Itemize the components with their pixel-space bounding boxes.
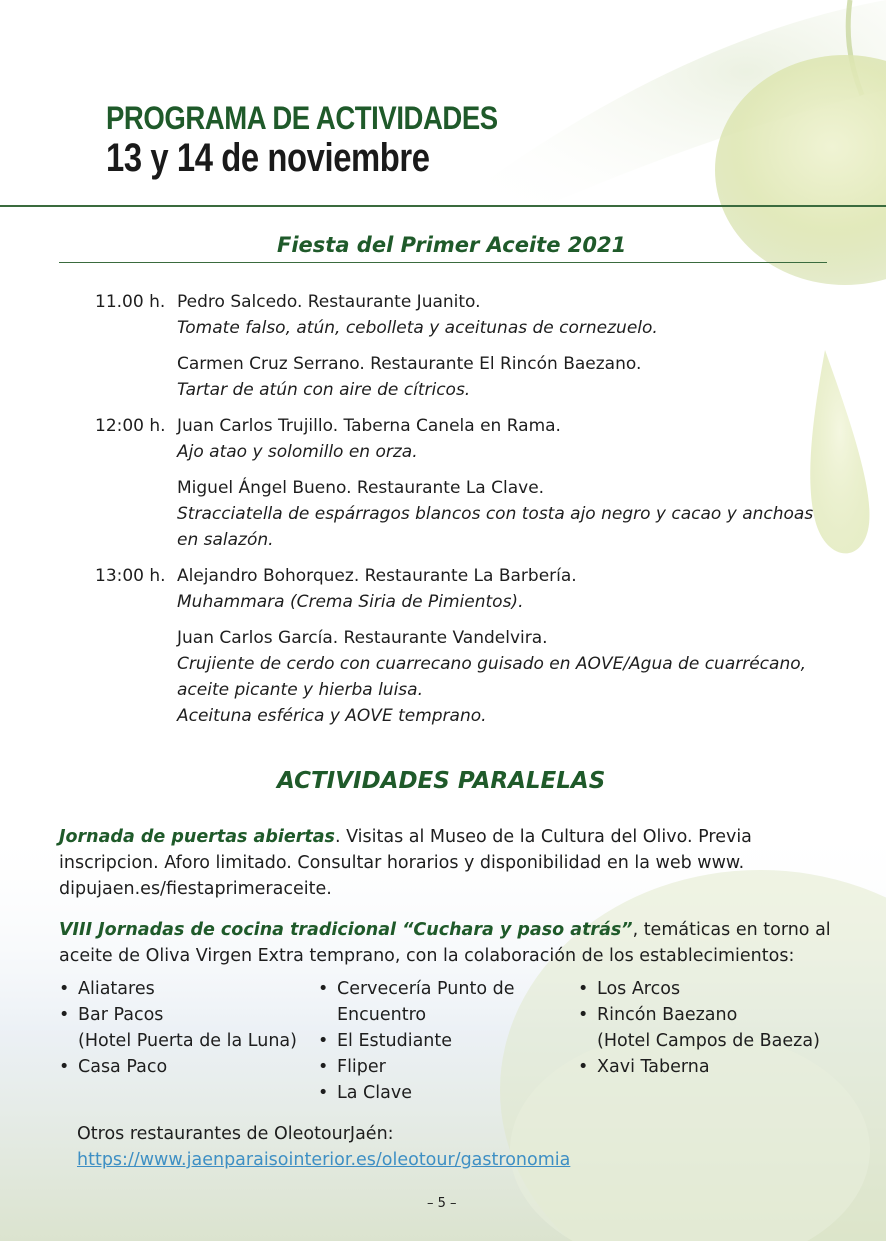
chef-line: Miguel Ángel Bueno. Restaurante La Clave. xyxy=(177,478,545,498)
dish-line: Tomate falso, atún, cebolleta y aceitunas de cornezuelo. xyxy=(177,318,658,338)
list-item-continued xyxy=(318,1002,514,1028)
header-divider xyxy=(0,205,886,207)
bullet: • xyxy=(318,1057,329,1077)
page-dates: 13 y 14 de noviembre xyxy=(106,136,430,180)
dish-line: Aceituna esférica y AOVE temprano. xyxy=(177,706,487,726)
bullet: • xyxy=(59,1005,70,1025)
list-item xyxy=(59,1054,297,1080)
list-item xyxy=(318,1028,514,1054)
otros-label: Otros restaurantes de OleotourJaén: xyxy=(77,1124,394,1144)
list-item-label: Cervecería Punto de xyxy=(337,979,515,999)
page-number: – 5 – xyxy=(427,1196,457,1211)
dish-line: Muhammara (Crema Siria de Pimientos). xyxy=(177,592,524,612)
list-item xyxy=(59,976,297,1002)
list-item-label: Fliper xyxy=(337,1057,386,1077)
list-item-continued xyxy=(578,1028,820,1054)
dish-line: Stracciatella de espárragos blancos con tosta ajo negro y cacao y anchoas xyxy=(177,504,814,524)
slot-time: 12:00 h. xyxy=(95,416,166,436)
list-item-label: Aliatares xyxy=(78,979,155,999)
slot-time: 13:00 h. xyxy=(95,566,166,586)
bullet: • xyxy=(59,979,70,999)
cocina-text: , temáticas en torno al aceite de Oliva Virgen Extra temprano, con la colaboración de los establecimientos: xyxy=(59,920,831,966)
list-item-continued xyxy=(59,1028,297,1054)
jornada-paragraph xyxy=(59,824,834,902)
chef-line: Juan Carlos García. Restaurante Vandelvira. xyxy=(177,628,548,648)
chef-line: Alejandro Bohorquez. Restaurante La Barbería. xyxy=(177,566,577,586)
bullet: • xyxy=(318,1083,329,1103)
chef-line: Pedro Salcedo. Restaurante Juanito. xyxy=(177,292,481,312)
list-item-label: Rincón Baezano xyxy=(597,1005,738,1025)
list-item-label: La Clave xyxy=(337,1083,412,1103)
bullet: • xyxy=(578,979,589,999)
dish-line: Crujiente de cerdo con cuarrecano guisado en AOVE/Agua de cuarrécano, xyxy=(177,654,807,674)
list-item-label: El Estudiante xyxy=(337,1031,453,1051)
list-item xyxy=(59,1002,297,1028)
section-divider xyxy=(59,262,827,263)
list-item xyxy=(578,976,820,1002)
gastronomia-link[interactable]: https://www.jaenparaisointerior.es/oleotour/gastronomia xyxy=(77,1150,571,1170)
list-item-label: Encuentro xyxy=(337,1005,427,1025)
cocina-paragraph xyxy=(59,917,834,969)
list-item-label: Los Arcos xyxy=(597,979,681,999)
dish-line: Ajo atao y solomillo en orza. xyxy=(177,442,418,462)
bullet: • xyxy=(59,1057,70,1077)
bullet: • xyxy=(578,1005,589,1025)
list-item-label: Xavi Taberna xyxy=(597,1057,710,1077)
dish-line: en salazón. xyxy=(177,530,274,550)
cocina-lead: VIII Jornadas de cocina tradicional “Cuchara y paso atrás” xyxy=(59,920,633,940)
list-item-label: (Hotel Campos de Baeza) xyxy=(597,1031,820,1051)
jornada-text: . Visitas al Museo de la Cultura del Olivo. Previa inscripcion. Aforo limitado. Consultar horarios y disponibilidad en la web www. dipujaen.es/fiestaprimeraceite. xyxy=(59,827,752,899)
bullet: • xyxy=(318,1031,329,1051)
list-item xyxy=(578,1054,820,1080)
list-item-label: (Hotel Puerta de la Luna) xyxy=(78,1031,297,1051)
dish-line: aceite picante y hierba luisa. xyxy=(177,680,423,700)
otros-restaurantes xyxy=(77,1121,570,1173)
list-item xyxy=(578,1002,820,1028)
bullet: • xyxy=(318,979,329,999)
list-item-label: Bar Pacos xyxy=(78,1005,164,1025)
jornada-lead: Jornada de puertas abiertas xyxy=(59,827,335,847)
bullet: • xyxy=(578,1057,589,1077)
chef-line: Juan Carlos Trujillo. Taberna Canela en Rama. xyxy=(177,416,561,436)
list-item xyxy=(318,976,514,1002)
dish-line: Tartar de atún con aire de cítricos. xyxy=(177,380,471,400)
slot-time: 11.00 h. xyxy=(95,292,166,312)
paralelas-heading: ACTIVIDADES PARALELAS xyxy=(277,768,606,794)
restaurant-list-col3 xyxy=(578,976,820,1080)
restaurant-list-col1 xyxy=(59,976,297,1080)
list-item xyxy=(318,1080,514,1106)
fiesta-heading: Fiesta del Primer Aceite 2021 xyxy=(277,233,627,257)
page-title: PROGRAMA DE ACTIVIDADES xyxy=(106,100,498,136)
restaurant-list-col2 xyxy=(318,976,514,1106)
list-item xyxy=(318,1054,514,1080)
chef-line: Carmen Cruz Serrano. Restaurante El Rincón Baezano. xyxy=(177,354,642,374)
list-item-label: Casa Paco xyxy=(78,1057,168,1077)
